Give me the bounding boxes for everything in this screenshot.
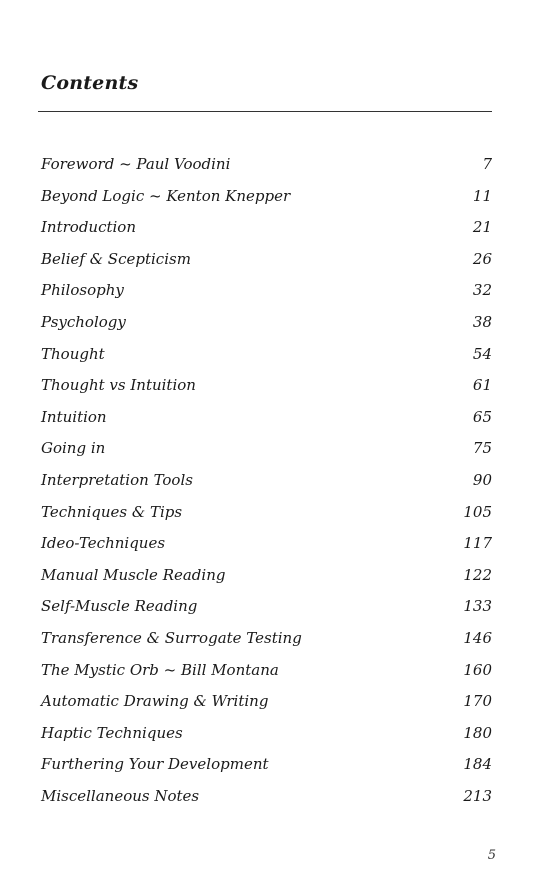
toc-entry-page: 26 [472,249,492,268]
toc-entry-page: 75 [472,439,492,458]
toc-entry-page: 65 [472,407,492,426]
toc-entry-page: 21 [472,218,492,237]
toc-entry [41,184,492,216]
toc-entry-title: Introduction [41,218,136,237]
toc-entry-title: Interpretation Tools [41,470,193,489]
page-number: 5 [487,848,496,863]
toc-entry-title: Miscellaneous Notes [41,786,200,805]
toc-entry [41,405,492,437]
toc-entry-page: 7 [482,155,492,173]
toc-entry-page: 160 [463,660,492,679]
toc-entry-title: Techniques & Tips [41,502,183,521]
toc-entry-page: 146 [463,628,492,647]
toc-entry-page: 122 [463,565,492,584]
toc-entry-title: Beyond Logic ~ Kenton Knepper [41,186,291,205]
table-of-contents [41,152,492,815]
contents-heading: Contents [41,72,139,94]
toc-entry-page: 180 [463,723,492,742]
toc-entry-page: 117 [463,534,492,553]
toc-entry [41,689,492,721]
toc-entry [41,658,492,690]
toc-entry-page: 90 [472,470,492,489]
toc-entry-title: Automatic Drawing & Writing [41,692,269,711]
toc-entry-page: 61 [472,376,492,395]
toc-entry [41,342,492,374]
toc-entry-title: Transference & Surrogate Testing [41,628,302,647]
toc-entry [41,278,492,310]
toc-entry-title: Furthering Your Development [41,755,269,774]
toc-entry-title: Haptic Techniques [41,723,183,742]
heading-rule [38,111,492,112]
toc-entry-title: Thought [41,344,105,363]
toc-entry [41,784,492,816]
toc-entry [41,468,492,500]
toc-entry-title: Ideo-Techniques [41,534,166,553]
toc-entry-page: 54 [472,344,492,363]
toc-entry-page: 170 [463,692,492,711]
toc-entry-title: The Mystic Orb ~ Bill Montana [41,660,279,679]
toc-entry [41,626,492,658]
toc-entry-title: Psychology [41,312,126,331]
toc-entry [41,500,492,532]
toc-entry-title: Manual Muscle Reading [41,565,226,584]
toc-entry-page: 11 [472,186,492,205]
toc-entry [41,752,492,784]
toc-entry-page: 32 [472,281,492,300]
toc-entry [41,721,492,753]
toc-entry-title: Thought vs Intuition [41,376,196,395]
toc-entry-page: 213 [463,786,492,805]
toc-entry-title: Foreword ~ Paul Voodini [41,155,231,173]
toc-entry-title: Belief & Scepticism [41,249,191,268]
toc-entry [41,531,492,563]
toc-entry-title: Intuition [41,407,107,426]
toc-entry-page: 38 [472,312,492,331]
toc-entry-title: Self-Muscle Reading [41,597,198,616]
toc-entry-title: Going in [41,439,106,458]
toc-entry-page: 133 [463,597,492,616]
toc-entry [41,215,492,247]
toc-entry [41,247,492,279]
toc-entry-page: 105 [463,502,492,521]
toc-entry [41,594,492,626]
toc-entry [41,152,492,184]
toc-entry-page: 184 [463,755,492,774]
toc-entry [41,310,492,342]
toc-entry [41,563,492,595]
toc-entry [41,373,492,405]
toc-entry-title: Philosophy [41,281,124,300]
toc-entry [41,436,492,468]
